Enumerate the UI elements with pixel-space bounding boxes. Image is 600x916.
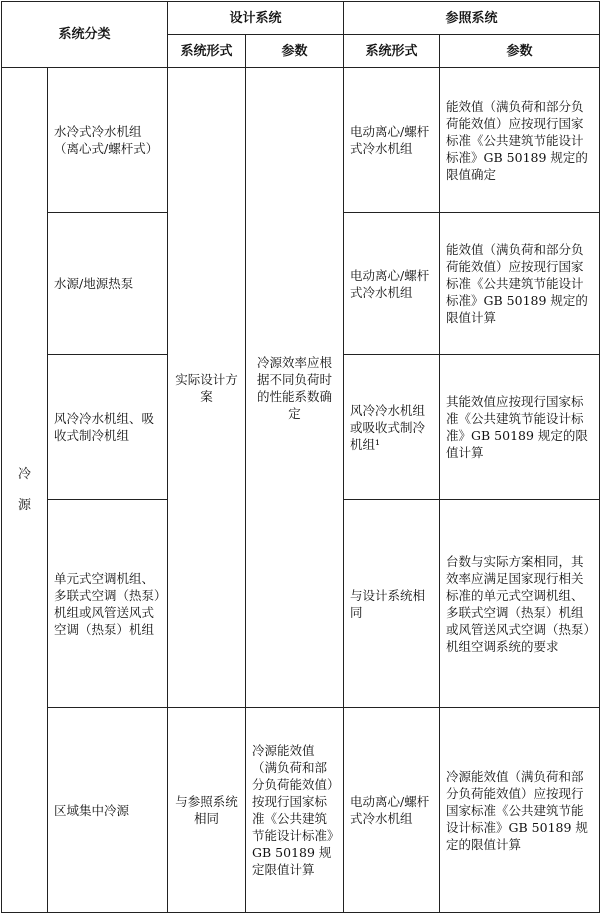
- header-row-1: [2, 2, 600, 35]
- header-ref-form: 系统形式: [344, 35, 440, 68]
- system-type-cell: 区域集中冷源: [48, 708, 168, 913]
- ref-param-cell: 能效值（满负荷和部分负荷能效值）应按现行国家标准《公共建筑节能设计标准》GB 50189 规定的限值计算: [440, 213, 600, 355]
- ref-form-cell: 风冷冷水机组或吸收式制冷机组¹: [344, 355, 440, 500]
- design-param-cell: 冷源能效值（满负荷和部分负荷能效值）按现行国家标准《公共建筑节能设计标准》GB 50189 规定限值计算: [246, 708, 344, 913]
- ref-form-cell: 电动离心/螺杆式冷水机组: [344, 68, 440, 213]
- header-category: 系统分类: [2, 2, 168, 68]
- ref-param-cell: 其能效值应按现行国家标准《公共建筑节能设计标准》GB 50189 规定的限值计算: [440, 355, 600, 500]
- table-row: [2, 68, 600, 213]
- ref-form-cell: 与设计系统相同: [344, 500, 440, 708]
- ref-param-cell: 能效值（满负荷和部分负荷能效值）应按现行国家标准《公共建筑节能设计标准》GB 50189 规定的限值确定: [440, 68, 600, 213]
- ref-param-cell: 冷源能效值（满负荷和部分负荷能效值）应按现行国家标准《公共建筑节能设计标准》GB 50189 规定的限值计算: [440, 708, 600, 913]
- header-design-param: 参数: [246, 35, 344, 68]
- table-row: [2, 708, 600, 913]
- design-param-merged: 冷源效率应根据不同负荷时的性能系数确定: [246, 68, 344, 708]
- reference-system-table: [1, 1, 600, 913]
- design-form-cell: 与参照系统相同: [168, 708, 246, 913]
- header-design-system: 设计系统: [168, 2, 344, 35]
- design-form-merged: 实际设计方案: [168, 68, 246, 708]
- ref-form-cell: 电动离心/螺杆式冷水机组: [344, 213, 440, 355]
- system-type-cell: 单元式空调机组、多联式空调（热泵）机组或风管送风式空调（热泵）机组: [48, 500, 168, 708]
- system-type-cell: 水冷式冷水机组（离心式/螺杆式）: [48, 68, 168, 213]
- header-ref-param: 参数: [440, 35, 600, 68]
- header-reference-system: 参照系统: [344, 2, 600, 35]
- group-label-cold-source: 冷 源: [2, 68, 48, 913]
- system-type-cell: 风冷冷水机组、吸收式制冷机组: [48, 355, 168, 500]
- ref-param-cell: 台数与实际方案相同，其效率应满足国家现行相关标准的单元式空调机组、多联式空调（热泵）机组或风管送风式空调（热泵）机组空调系统的要求: [440, 500, 600, 708]
- ref-form-cell: 电动离心/螺杆式冷水机组: [344, 708, 440, 913]
- system-type-cell: 水源/地源热泵: [48, 213, 168, 355]
- header-design-form: 系统形式: [168, 35, 246, 68]
